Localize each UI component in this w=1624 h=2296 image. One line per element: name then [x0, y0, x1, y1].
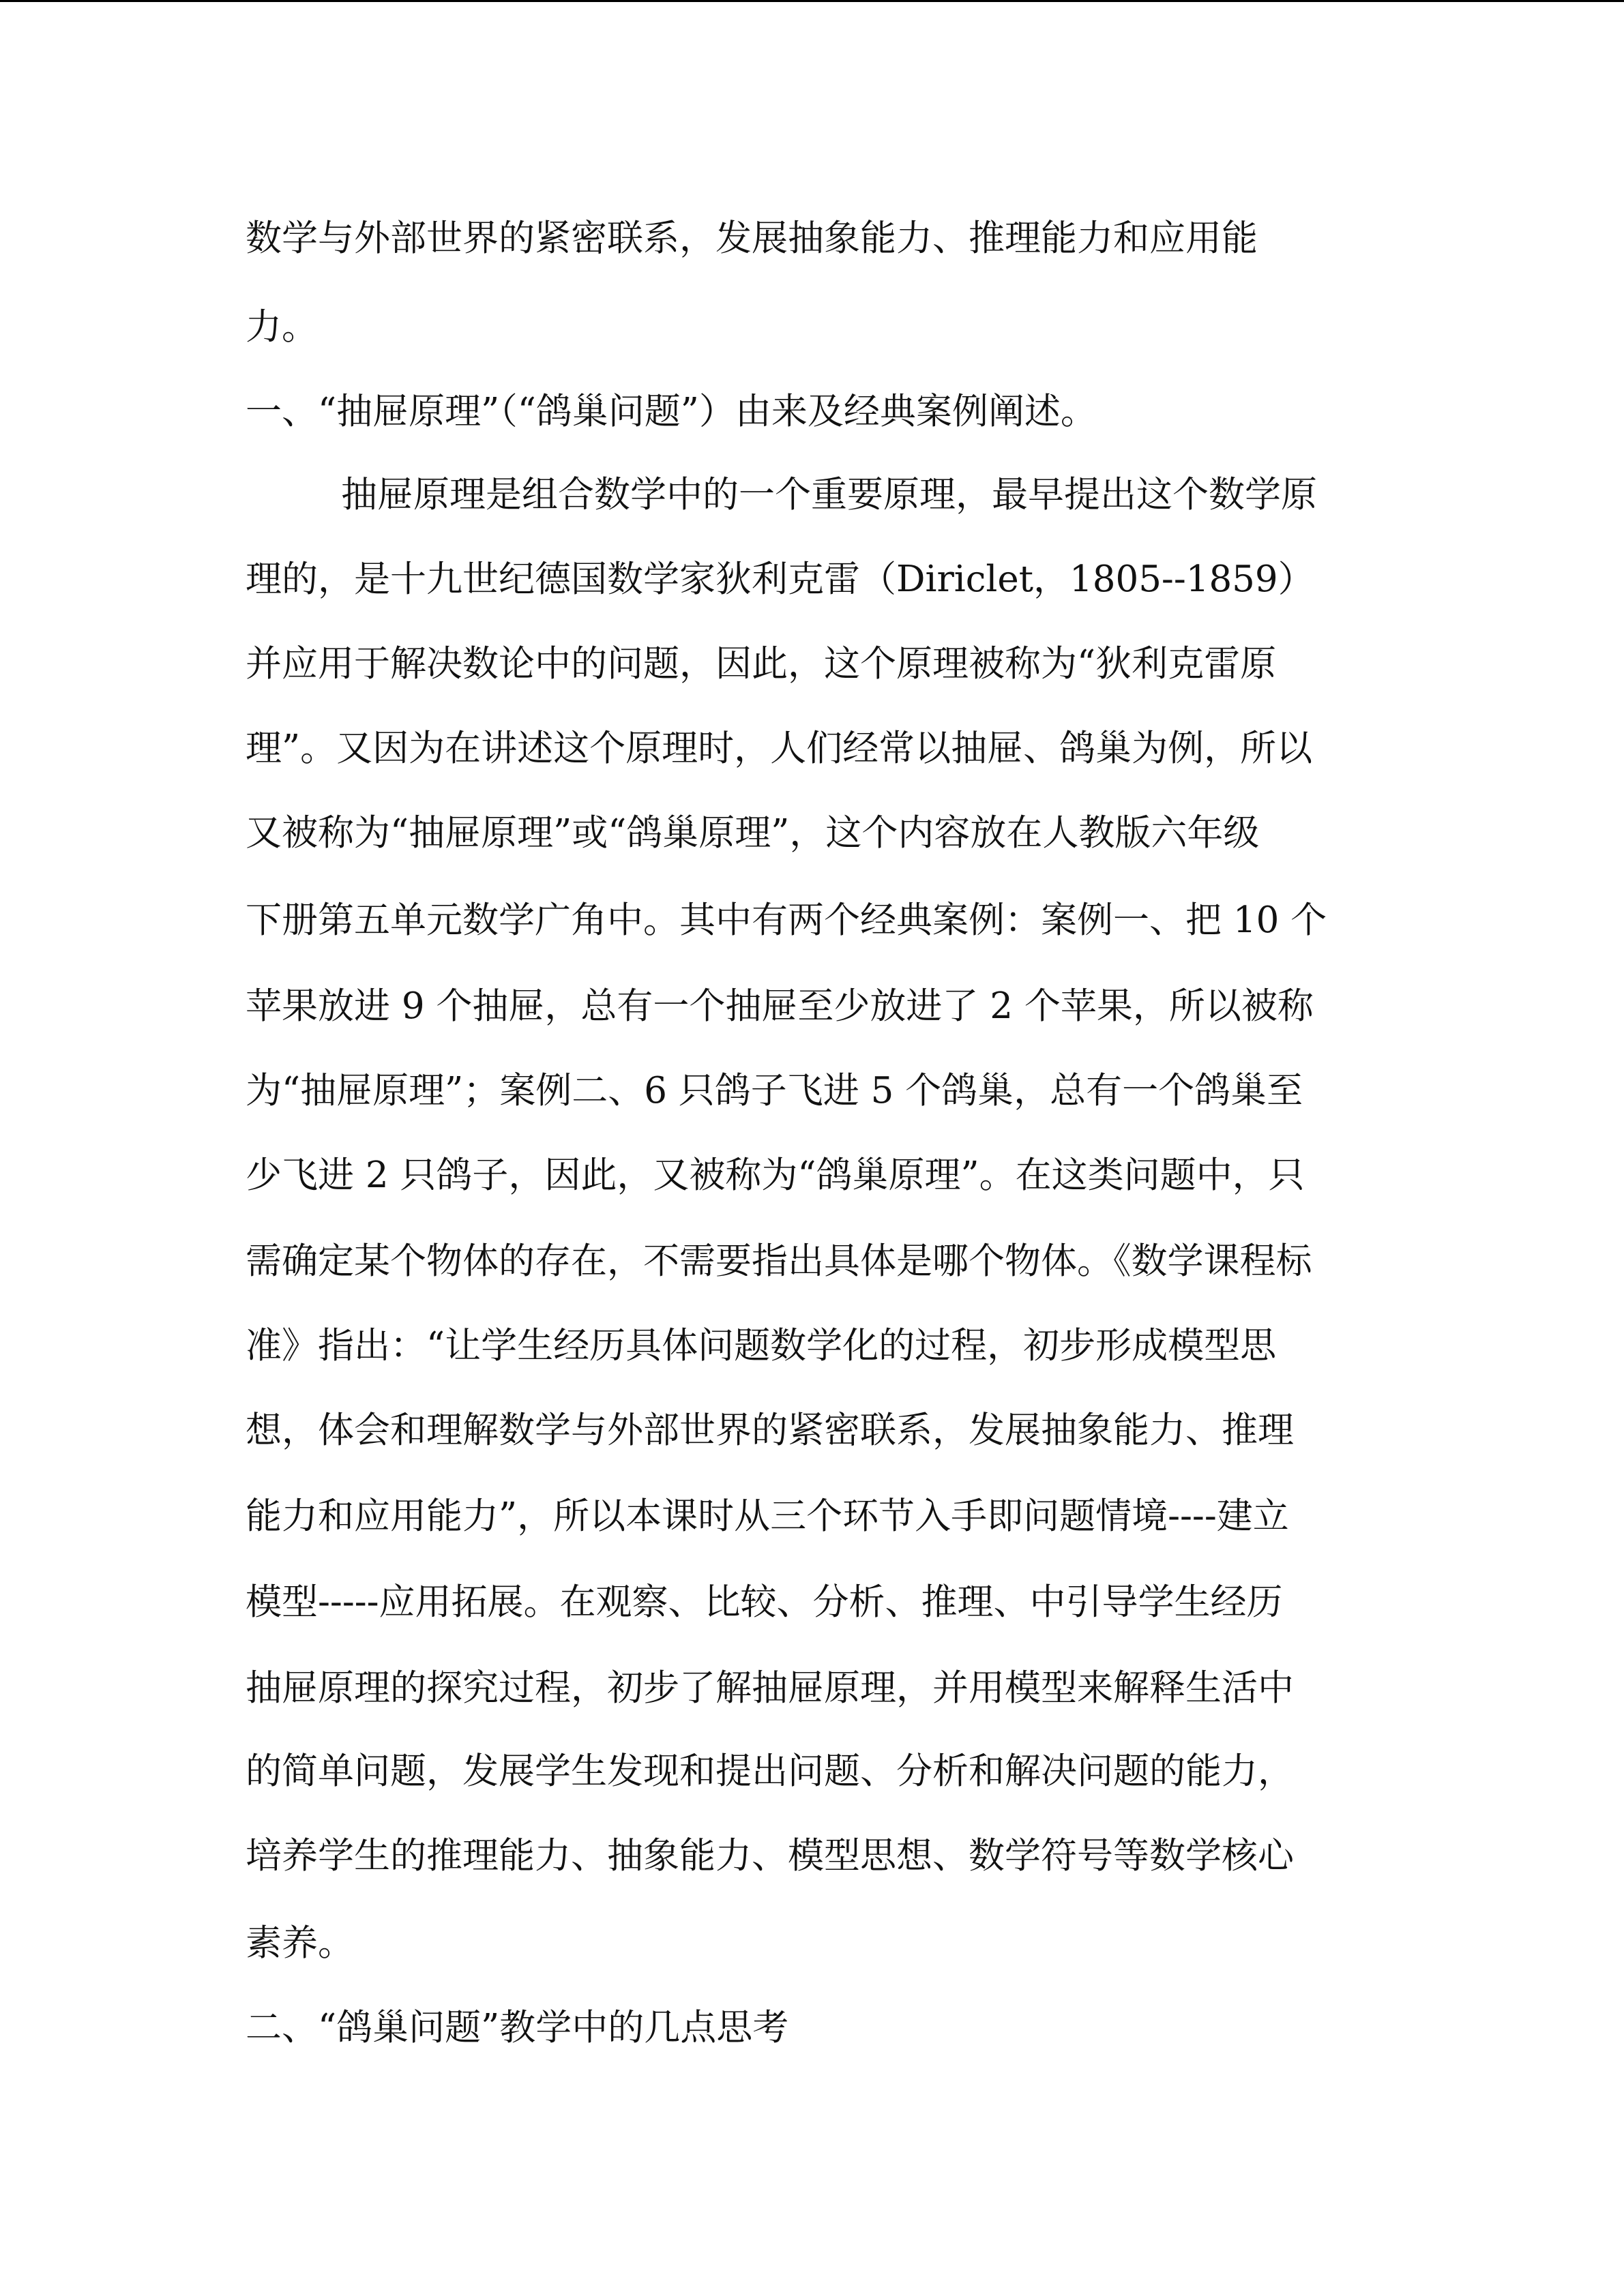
text-line-18: 抽屉原理的探究过程，初步了解抽屉原理，并用模型来解释生活中 — [246, 1667, 1294, 1709]
text-line-5: 理的，是十九世纪德国数学家狄利克雷（Diriclet，1805--1859） — [246, 558, 1314, 600]
text-line-8: 又被称为“抽屉原理”或“鸽巢原理”，这个内容放在人教版六年级 — [246, 812, 1260, 854]
text-line-1: 数学与外部世界的紧密联系，发展抽象能力、推理能力和应用能 — [246, 218, 1258, 259]
paragraph-first-line: 抽屉原理是组合数学中的一个重要原理，最早提出这个数学原 — [341, 474, 1317, 516]
text-line-10: 苹果放进 9 个抽屉，总有一个抽屉至少放进了 2 个苹果，所以被称 — [246, 985, 1314, 1027]
text-line-16: 能力和应用能力”，所以本课时从三个环节入手即问题情境----建立 — [246, 1495, 1289, 1537]
text-line-17: 模型-----应用拓展。在观察、比较、分析、推理、中引导学生经历 — [246, 1581, 1283, 1623]
text-line-2: 力。 — [246, 306, 318, 348]
section-heading-2: 二、“鸽巢问题”教学中的几点思考 — [246, 2007, 789, 2048]
text-line-9: 下册第五单元数学广角中。其中有两个经典案例：案例一、把 10 个 — [246, 899, 1327, 941]
text-line-14: 准》指出：“让学生经历具体问题数学化的过程，初步形成模型思 — [246, 1325, 1277, 1367]
text-line-19: 的简单问题，发展学生发现和提出问题、分析和解决问题的能力， — [246, 1750, 1294, 1792]
text-line-12: 少飞进 2 只鸽子，因此，又被称为“鸽巢原理”。在这类问题中，只 — [246, 1154, 1305, 1196]
text-line-21: 素养。 — [246, 1922, 354, 1964]
text-line-15: 想，体会和理解数学与外部世界的紧密联系，发展抽象能力、推理 — [246, 1410, 1294, 1451]
text-line-11: 为“抽屉原理”；案例二、6 只鸽子飞进 5 个鸽巢，总有一个鸽巢至 — [246, 1070, 1303, 1112]
text-line-6: 并应用于解决数论中的问题，因此，这个原理被称为“狄利克雷原 — [246, 643, 1277, 685]
section-heading-1: 一、“抽屉原理”（“鸽巢问题”）由来及经典案例阐述。 — [246, 391, 1097, 432]
text-line-20: 培养学生的推理能力、抽象能力、模型思想、数学符号等数学核心 — [246, 1835, 1294, 1877]
text-line-13: 需确定某个物体的存在，不需要指出具体是哪个物体。《数学课程标 — [246, 1240, 1312, 1282]
text-line-7: 理”。又因为在讲述这个原理时，人们经常以抽屉、鸽巢为例，所以 — [246, 728, 1313, 769]
